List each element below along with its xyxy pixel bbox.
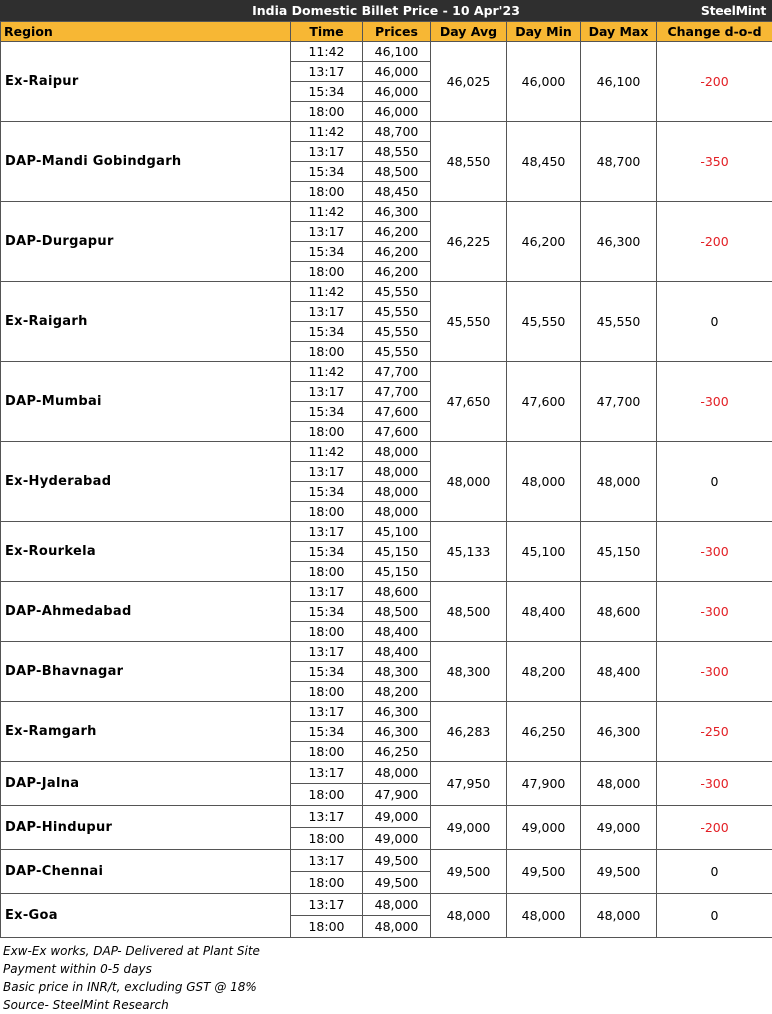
price-cell: 49,000 [363,828,431,850]
price-cell: 45,550 [363,322,431,342]
time-cell: 18:00 [291,262,363,282]
steelmint-logo: SteelMint [701,0,766,21]
table-row [1,850,772,872]
time-cell: 18:00 [291,916,363,938]
price-cell: 48,550 [363,142,431,162]
time-cell: 15:34 [291,242,363,262]
table-body [1,42,772,938]
change-cell: -300 [657,642,772,702]
region-name: DAP-Chennai [1,850,291,894]
time-cell: 11:42 [291,282,363,302]
region-name: Ex-Ramgarh [1,702,291,762]
table-row [1,122,772,142]
footnote: Source- SteelMint Research [3,996,772,1014]
time-cell: 11:42 [291,202,363,222]
price-cell: 48,000 [363,442,431,462]
billet-price-table [0,21,772,938]
day-avg-cell: 48,550 [431,122,507,202]
day-min-cell: 48,000 [507,894,581,938]
day-min-cell: 46,000 [507,42,581,122]
header-time: Time [291,22,363,42]
region-name: DAP-Jalna [1,762,291,806]
time-cell: 13:17 [291,582,363,602]
price-cell: 48,000 [363,762,431,784]
price-cell: 49,500 [363,850,431,872]
day-max-cell: 46,100 [581,42,657,122]
change-cell: 0 [657,282,772,362]
day-avg-cell: 47,650 [431,362,507,442]
time-cell: 13:17 [291,702,363,722]
price-cell: 48,200 [363,682,431,702]
time-cell: 18:00 [291,872,363,894]
time-cell: 18:00 [291,622,363,642]
price-cell: 48,700 [363,122,431,142]
time-cell: 18:00 [291,742,363,762]
table-row [1,702,772,722]
price-cell: 48,300 [363,662,431,682]
day-min-cell: 48,000 [507,442,581,522]
table-row [1,806,772,828]
price-cell: 49,500 [363,872,431,894]
price-cell: 45,150 [363,542,431,562]
price-cell: 48,400 [363,642,431,662]
region-name: Ex-Rourkela [1,522,291,582]
day-avg-cell: 46,025 [431,42,507,122]
table-row [1,642,772,662]
table-row [1,362,772,382]
footnote: Exw-Ex works, DAP- Delivered at Plant Site [3,942,772,960]
change-cell: 0 [657,442,772,522]
header-day-min: Day Min [507,22,581,42]
time-cell: 11:42 [291,362,363,382]
region-name: DAP-Ahmedabad [1,582,291,642]
change-cell: -200 [657,202,772,282]
day-avg-cell: 46,283 [431,702,507,762]
change-cell: 0 [657,850,772,894]
price-cell: 47,600 [363,402,431,422]
region-name: DAP-Mandi Gobindgarh [1,122,291,202]
price-cell: 48,450 [363,182,431,202]
day-avg-cell: 49,500 [431,850,507,894]
time-cell: 15:34 [291,162,363,182]
price-cell: 48,000 [363,462,431,482]
change-cell: -350 [657,122,772,202]
day-max-cell: 47,700 [581,362,657,442]
table-row [1,894,772,916]
table-row [1,442,772,462]
time-cell: 15:34 [291,602,363,622]
time-cell: 18:00 [291,502,363,522]
price-cell: 48,000 [363,916,431,938]
day-avg-cell: 45,133 [431,522,507,582]
footnote: Basic price in INR/t, excluding GST @ 18% [3,978,772,996]
day-min-cell: 45,550 [507,282,581,362]
time-cell: 18:00 [291,422,363,442]
time-cell: 11:42 [291,442,363,462]
price-cell: 46,200 [363,222,431,242]
price-cell: 46,250 [363,742,431,762]
change-cell: -300 [657,582,772,642]
price-cell: 48,000 [363,894,431,916]
day-min-cell: 49,500 [507,850,581,894]
change-cell: -300 [657,362,772,442]
day-min-cell: 48,200 [507,642,581,702]
table-row [1,582,772,602]
price-cell: 48,600 [363,582,431,602]
day-max-cell: 49,500 [581,850,657,894]
region-name: Ex-Goa [1,894,291,938]
time-cell: 18:00 [291,784,363,806]
day-max-cell: 46,300 [581,202,657,282]
table-row [1,282,772,302]
day-min-cell: 48,400 [507,582,581,642]
day-max-cell: 49,000 [581,806,657,850]
change-cell: -200 [657,42,772,122]
change-cell: -200 [657,806,772,850]
time-cell: 13:17 [291,850,363,872]
price-cell: 45,100 [363,522,431,542]
day-avg-cell: 47,950 [431,762,507,806]
day-min-cell: 47,900 [507,762,581,806]
price-cell: 46,200 [363,262,431,282]
region-name: Ex-Hyderabad [1,442,291,522]
change-cell: 0 [657,894,772,938]
day-max-cell: 48,600 [581,582,657,642]
day-avg-cell: 45,550 [431,282,507,362]
table-row [1,762,772,784]
day-min-cell: 45,100 [507,522,581,582]
time-cell: 13:17 [291,222,363,242]
time-cell: 13:17 [291,462,363,482]
time-cell: 13:17 [291,642,363,662]
price-cell: 46,000 [363,82,431,102]
region-name: DAP-Mumbai [1,362,291,442]
region-name: DAP-Bhavnagar [1,642,291,702]
table-title: India Domestic Billet Price - 10 Apr'23 [252,3,520,18]
change-cell: -300 [657,762,772,806]
header-prices: Prices [363,22,431,42]
day-avg-cell: 48,500 [431,582,507,642]
change-cell: -300 [657,522,772,582]
table-title-bar [0,0,772,21]
time-cell: 18:00 [291,102,363,122]
time-cell: 15:34 [291,82,363,102]
time-cell: 13:17 [291,302,363,322]
price-cell: 48,400 [363,622,431,642]
price-cell: 46,200 [363,242,431,262]
region-name: DAP-Durgapur [1,202,291,282]
time-cell: 13:17 [291,382,363,402]
price-cell: 46,000 [363,102,431,122]
price-cell: 48,000 [363,482,431,502]
day-min-cell: 49,000 [507,806,581,850]
region-name: Ex-Raigarh [1,282,291,362]
header-day-avg: Day Avg [431,22,507,42]
time-cell: 13:17 [291,762,363,784]
price-cell: 45,150 [363,562,431,582]
time-cell: 18:00 [291,342,363,362]
day-max-cell: 45,150 [581,522,657,582]
price-cell: 48,500 [363,162,431,182]
day-max-cell: 46,300 [581,702,657,762]
time-cell: 15:34 [291,482,363,502]
time-cell: 15:34 [291,542,363,562]
time-cell: 13:17 [291,142,363,162]
day-min-cell: 46,200 [507,202,581,282]
price-cell: 47,600 [363,422,431,442]
time-cell: 15:34 [291,662,363,682]
price-cell: 48,500 [363,602,431,622]
time-cell: 11:42 [291,122,363,142]
price-cell: 46,300 [363,722,431,742]
price-cell: 45,550 [363,302,431,322]
price-cell: 46,300 [363,202,431,222]
header-day-max: Day Max [581,22,657,42]
day-max-cell: 48,000 [581,442,657,522]
time-cell: 13:17 [291,894,363,916]
time-cell: 13:17 [291,806,363,828]
price-cell: 46,300 [363,702,431,722]
day-max-cell: 48,000 [581,894,657,938]
change-cell: -250 [657,702,772,762]
table-row [1,522,772,542]
price-cell: 45,550 [363,282,431,302]
footnotes [0,938,772,1014]
header-change: Change d-o-d [657,22,772,42]
price-cell: 49,000 [363,806,431,828]
price-cell: 47,900 [363,784,431,806]
day-avg-cell: 48,000 [431,894,507,938]
time-cell: 11:42 [291,42,363,62]
day-avg-cell: 46,225 [431,202,507,282]
table-row [1,42,772,62]
footnote: Payment within 0-5 days [3,960,772,978]
time-cell: 18:00 [291,182,363,202]
price-cell: 47,700 [363,362,431,382]
time-cell: 15:34 [291,322,363,342]
time-cell: 13:17 [291,522,363,542]
price-cell: 45,550 [363,342,431,362]
day-avg-cell: 48,000 [431,442,507,522]
day-max-cell: 45,550 [581,282,657,362]
time-cell: 15:34 [291,402,363,422]
day-max-cell: 48,000 [581,762,657,806]
time-cell: 18:00 [291,682,363,702]
price-cell: 46,100 [363,42,431,62]
price-cell: 47,700 [363,382,431,402]
region-name: DAP-Hindupur [1,806,291,850]
day-min-cell: 46,250 [507,702,581,762]
time-cell: 18:00 [291,562,363,582]
price-cell: 48,000 [363,502,431,522]
time-cell: 15:34 [291,722,363,742]
day-avg-cell: 49,000 [431,806,507,850]
price-cell: 46,000 [363,62,431,82]
day-min-cell: 48,450 [507,122,581,202]
day-max-cell: 48,700 [581,122,657,202]
time-cell: 18:00 [291,828,363,850]
table-row [1,202,772,222]
day-min-cell: 47,600 [507,362,581,442]
day-avg-cell: 48,300 [431,642,507,702]
region-name: Ex-Raipur [1,42,291,122]
day-max-cell: 48,400 [581,642,657,702]
time-cell: 13:17 [291,62,363,82]
table-header-row [1,22,772,42]
header-region: Region [1,22,291,42]
